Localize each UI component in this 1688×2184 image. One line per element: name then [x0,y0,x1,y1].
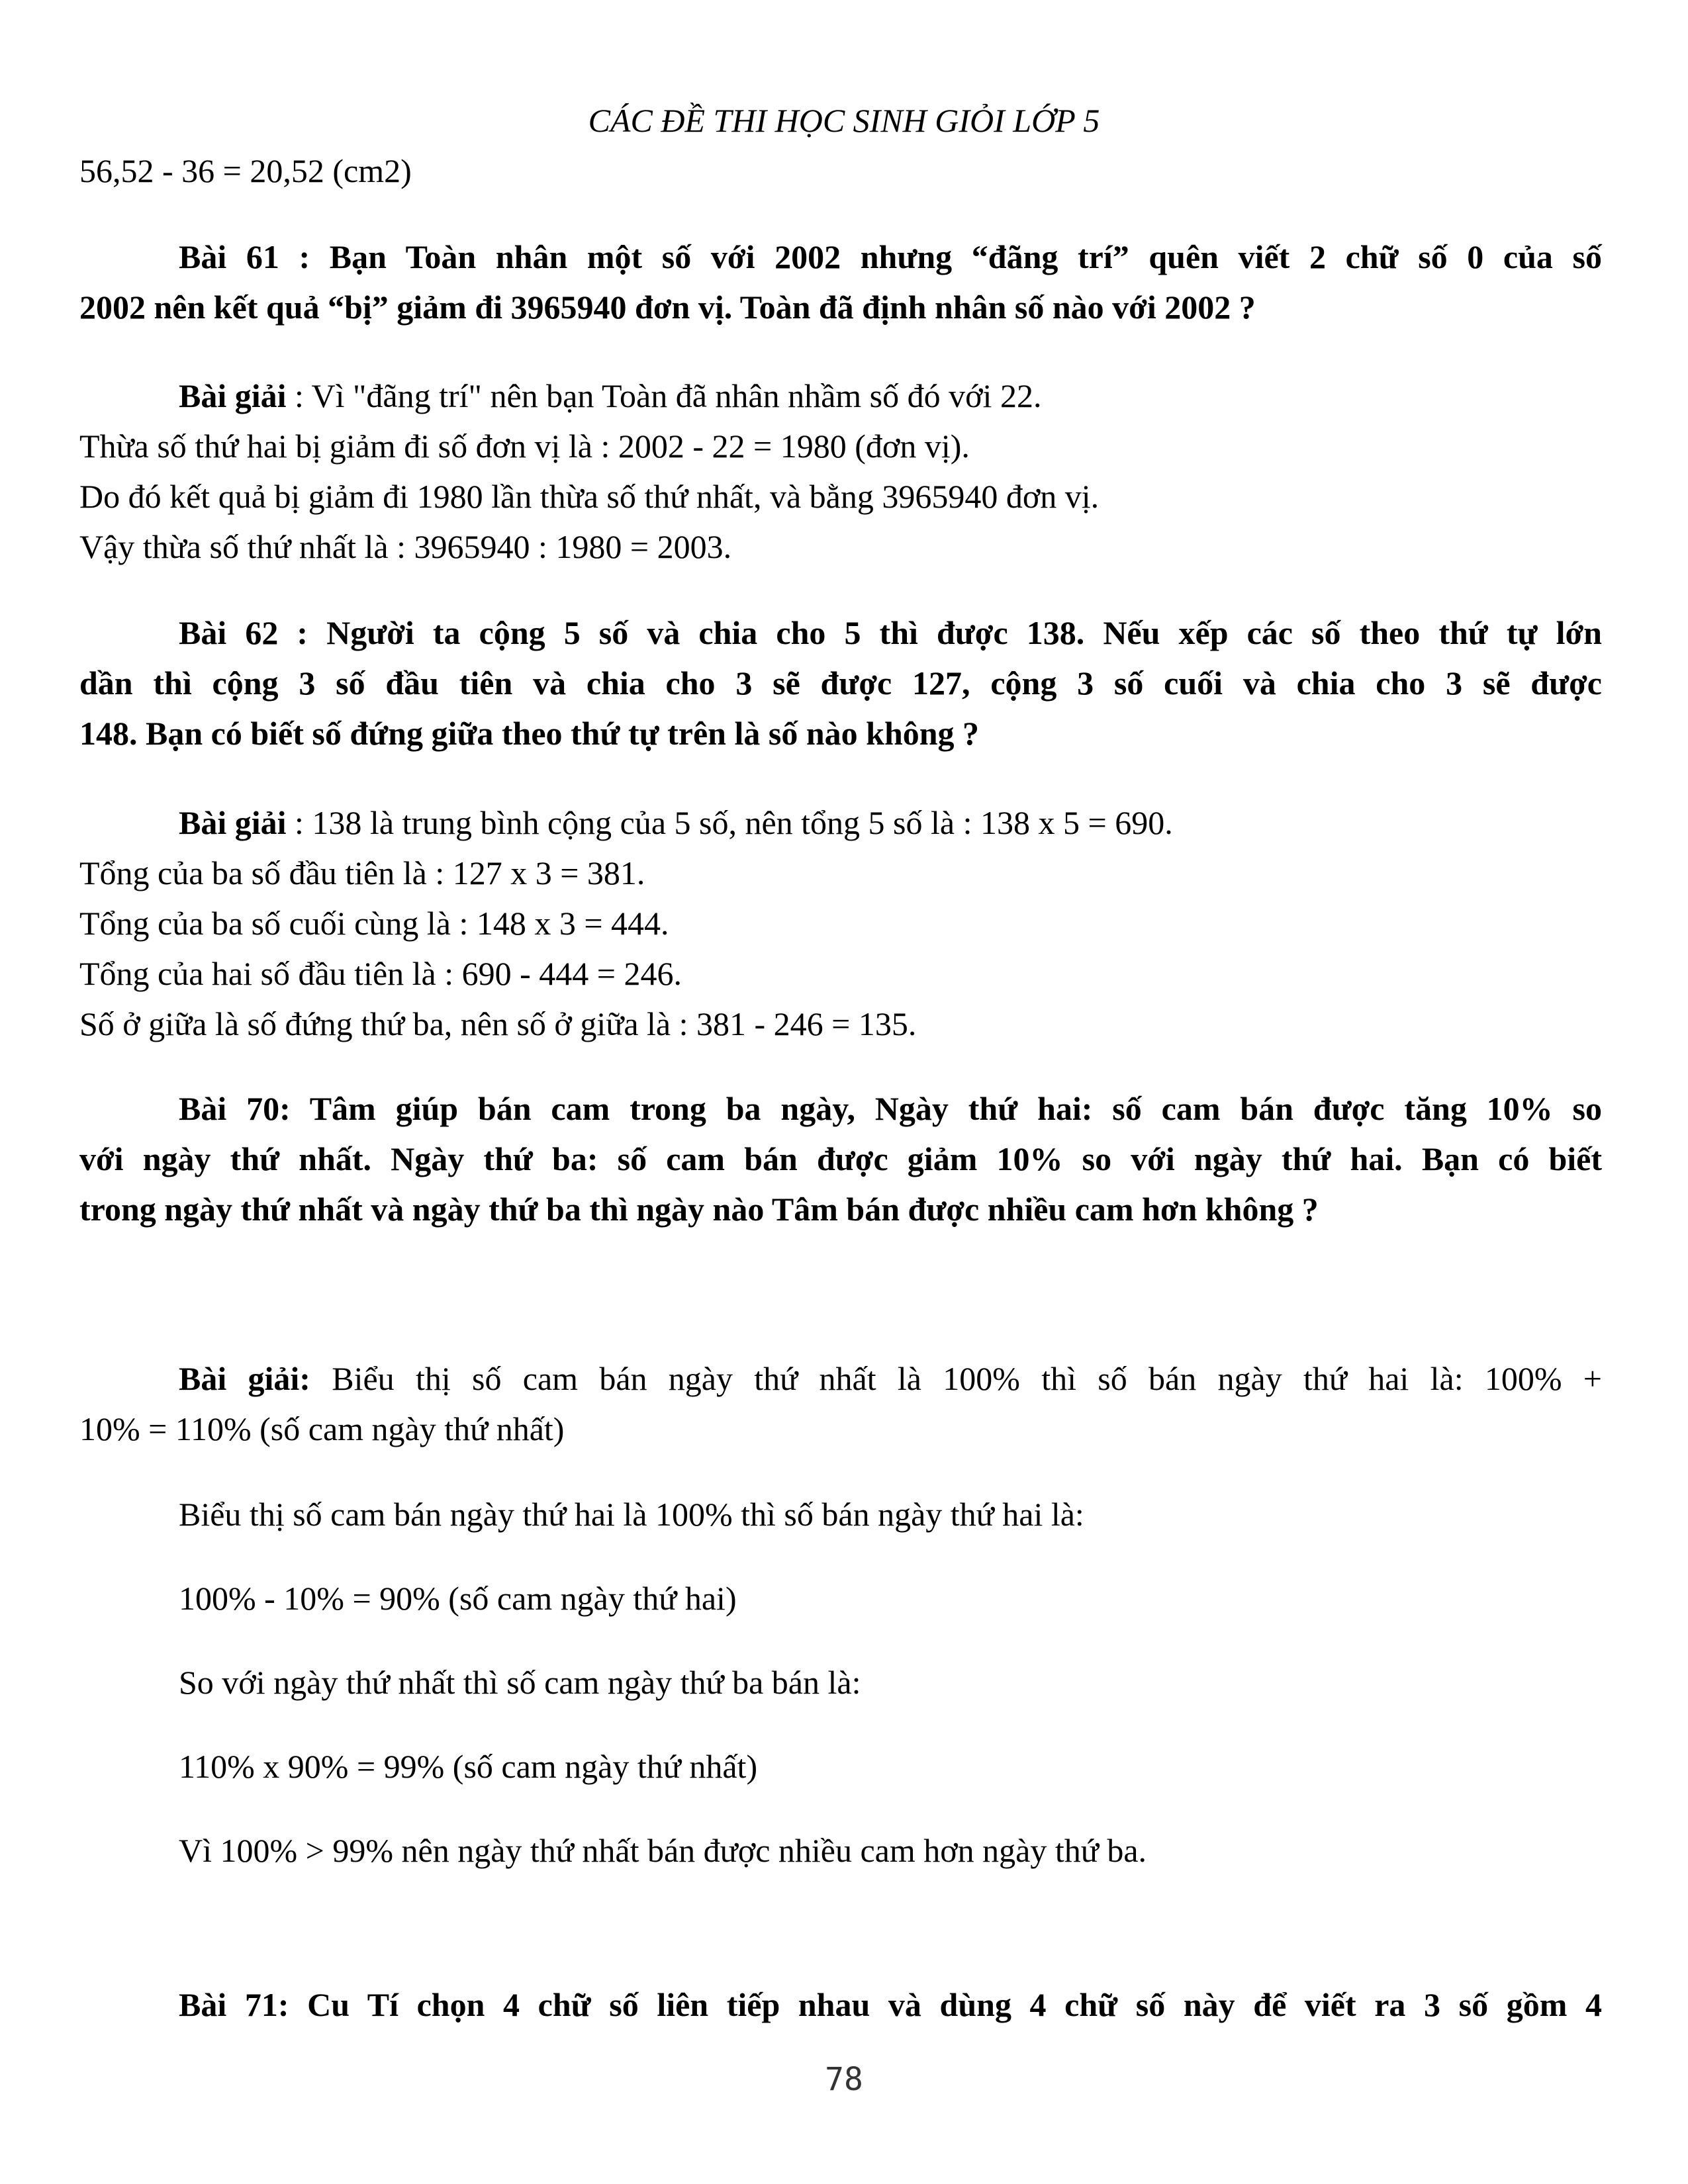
bai70-step-2-text: 100% - 10% = 90% (số cam ngày thứ hai) [179,1580,737,1617]
bai70-solution [79,1353,1602,1454]
page-header-title: CÁC ĐỀ THI HỌC SINH GIỎI LỚP 5 [588,102,1100,139]
bai61-problem-line-1: Bài 61 : Bạn Toàn nhân một số với 2002 nhưng “đãng trí” quên viết 2 chữ số 0 của số [179,238,1602,275]
bai70-solution-label: Bài giải: [179,1360,310,1397]
bai62-problem-line-3: 148. Bạn có biết số đứng giữa theo thứ tự trên là số nào không ? [79,715,980,752]
bai70-step-5 [79,1825,1602,1876]
bai62-solution-label: Bài giải [179,804,287,841]
bai62-solution-text: : 138 là trung bình cộng của 5 số, nên tổng 5 số là : 138 x 5 = 690. [286,804,1173,841]
bai70-step-4 [79,1741,1602,1792]
bai62-problem-line-1: Bài 62 : Người ta cộng 5 số và chia cho 5 thì được 138. Nếu xếp các số theo thứ tự lớn [179,614,1602,651]
bai61-solution-line-4: Vậy thừa số thứ nhất là : 3965940 : 1980 = 2003. [79,528,732,565]
intro-block [79,146,1602,196]
intro-line: 56,52 - 36 = 20,52 (cm2) [79,152,412,189]
bai62-problem-line-2: dần thì cộng 3 số đầu tiên và chia cho 3 sẽ được 127, cộng 3 số cuối và chia cho 3 sẽ được [79,664,1602,702]
bai61-solution [79,371,1602,572]
bai70-solution-line-2: 10% = 110% (số cam ngày thứ nhất) [79,1410,565,1447]
bai61-solution-label: Bài giải [179,377,287,414]
bai70-step-4-text: 110% x 90% = 99% (số cam ngày thứ nhất) [179,1748,758,1785]
bai71-problem-line-1: Bài 71: Cu Tí chọn 4 chữ số liên tiếp nhau và dùng 4 chữ số này để viết ra 3 số gồm 4 [179,1986,1602,2023]
bai62-solution-line-2: Tổng của ba số đầu tiên là : 127 x 3 = 381. [79,854,645,891]
bai70-step-3 [79,1657,1602,1707]
bai61-solution-line-3: Do đó kết quả bị giảm đi 1980 lần thừa số thứ nhất, và bằng 3965940 đơn vị. [79,478,1100,515]
bai61-solution-line-2: Thừa số thứ hai bị giảm đi số đơn vị là : 2002 - 22 = 1980 (đơn vị). [79,428,970,465]
bai61-solution-text: : Vì "đãng trí" nên bạn Toàn đã nhân nhầm số đó với 22. [286,377,1042,414]
bai62-solution-line-4: Tổng của hai số đầu tiên là : 690 - 444 = 246. [79,955,682,992]
bai70-step-5-text: Vì 100% > 99% nên ngày thứ nhất bán được nhiều cam hơn ngày thứ ba. [179,1832,1147,1869]
bai70-problem-line-2: với ngày thứ nhất. Ngày thứ ba: số cam bán được giảm 10% so với ngày thứ hai. Bạn có biết [79,1140,1602,1177]
bai70-solution-text: Biểu thị số cam bán ngày thứ nhất là 100% thì số bán ngày thứ hai là: 100% + [310,1360,1602,1397]
bai61-problem [79,232,1602,332]
bai70-step-1-text: Biểu thị số cam bán ngày thứ hai là 100% thì số bán ngày thứ hai là: [179,1496,1084,1533]
bai62-solution-line-3: Tổng của ba số cuối cùng là : 148 x 3 = 444. [79,905,669,942]
bai71-problem [79,1979,1602,2030]
bai70-step-3-text: So với ngày thứ nhất thì số cam ngày thứ ba bán là: [179,1664,861,1701]
page-number: 78 [825,2061,863,2098]
bai61-solution-line-1 [79,371,1602,421]
bai62-problem [79,608,1602,758]
bai62-solution [79,797,1602,1049]
bai70-problem [79,1083,1602,1234]
bai62-solution-line-5: Số ở giữa là số đứng thứ ba, nên số ở giữa là : 381 - 246 = 135. [79,1005,917,1042]
bai70-step-2 [79,1573,1602,1623]
bai61-problem-line-2: 2002 nên kết quả “bị” giảm đi 3965940 đơn vị. Toàn đã định nhân số nào với 2002 ? [79,289,1256,326]
bai70-problem-line-3: trong ngày thứ nhất và ngày thứ ba thì ngày nào Tâm bán được nhiều cam hơn không ? [79,1191,1319,1228]
bai70-solution-line-1 [79,1353,1602,1404]
bai70-step-1 [79,1489,1602,1539]
bai70-problem-line-1: Bài 70: Tâm giúp bán cam trong ba ngày, Ngày thứ hai: số cam bán được tăng 10% so [179,1090,1602,1127]
bai62-solution-line-1 [79,797,1602,848]
